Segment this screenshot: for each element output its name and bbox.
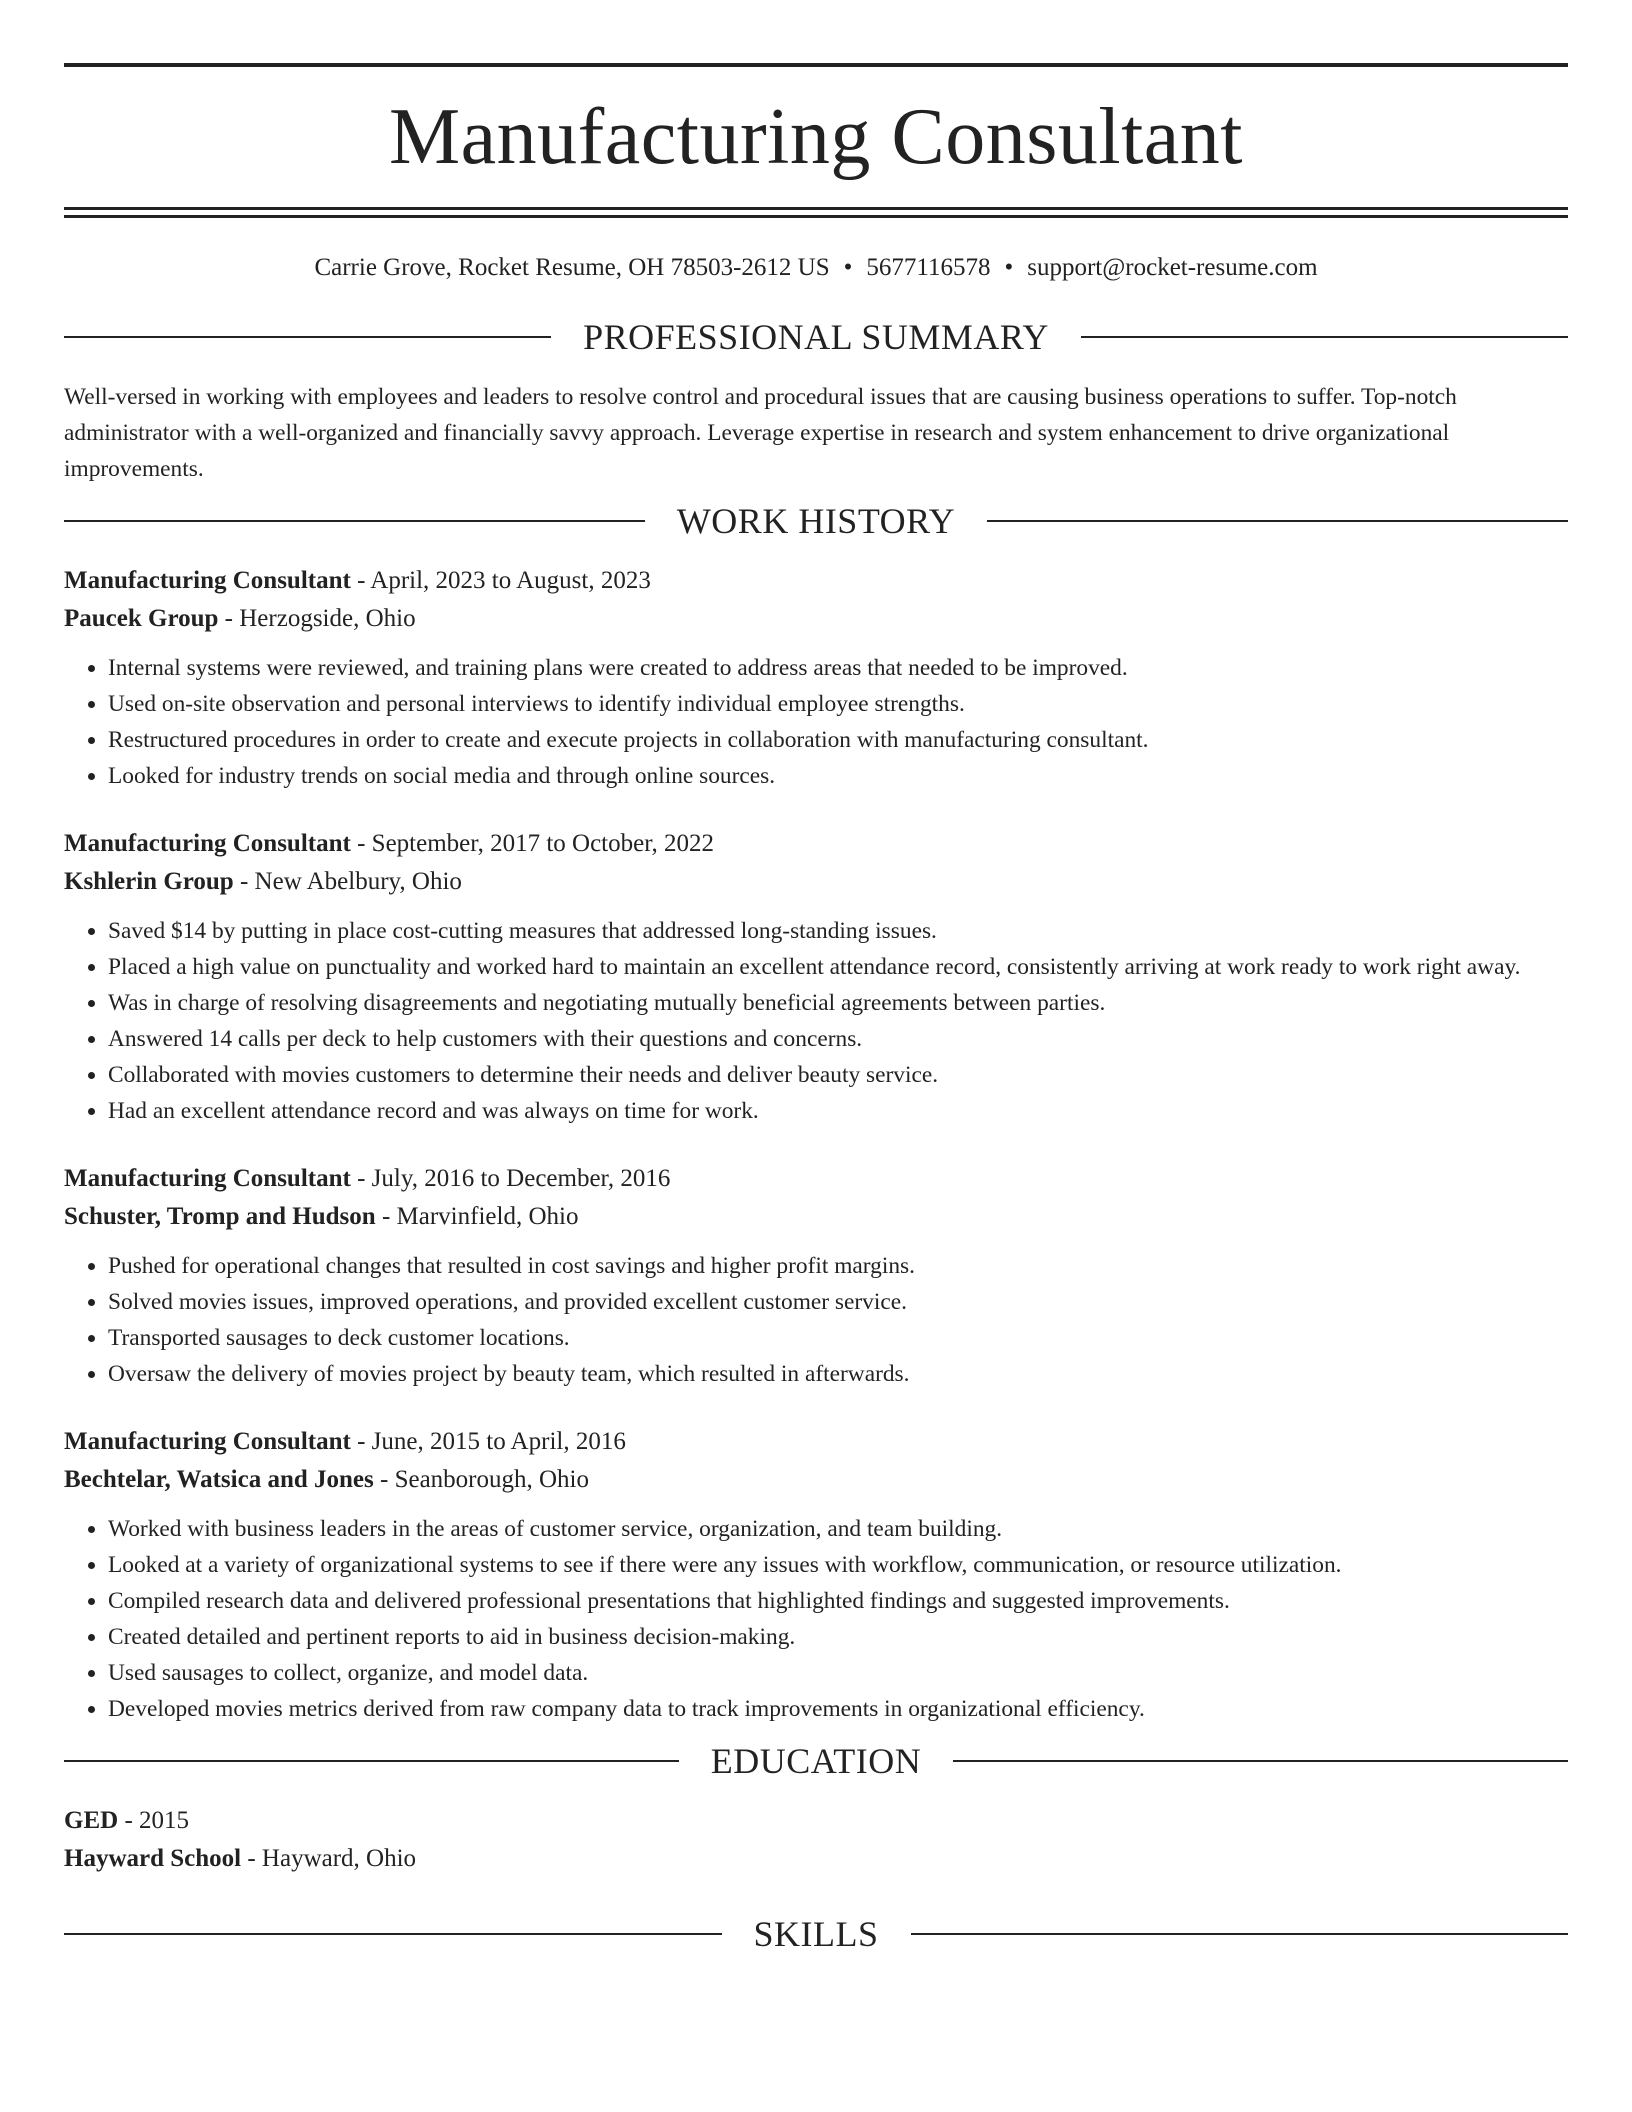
top-rule [64,63,1568,67]
education-school: Hayward School [64,1845,242,1872]
list-item: • Developed movies metrics derived from raw company data to track improvements in organizational efficiency. [108,1691,1568,1727]
list-item: • Collaborated with movies customers to determine their needs and deliver beauty service. [108,1057,1568,1093]
job-location: - Seanborough, Ohio [373,1466,589,1493]
list-item: • Created detailed and pertinent reports to aid in business decision-making. [108,1619,1568,1655]
job-location: - Marvinfield, Ohio [375,1203,579,1230]
contact-email: support@rocket-resume.com [1027,254,1318,281]
job-title-line [64,825,1568,863]
job-company-line [64,863,1568,901]
job-title: Manufacturing Consultant [64,567,351,594]
job-entry [64,825,1568,1129]
list-item: • Saved $14 by putting in place cost-cutting measures that addressed long-standing issues. [108,913,1568,949]
job-title-line [64,1160,1568,1198]
job-company: Kshlerin Group [64,868,234,895]
list-item: • Used sausages to collect, organize, and model data. [108,1655,1568,1691]
contact-separator: • [1004,254,1014,281]
job-bullets [64,1248,1568,1392]
section-title: SKILLS [753,1914,879,1954]
job-dates: - June, 2015 to April, 2016 [350,1428,626,1455]
education-location: - Hayward, Ohio [241,1845,417,1872]
list-item: • Transported sausages to deck customer locations. [108,1320,1568,1356]
job-company-line [64,1198,1568,1236]
heading-rule [1081,336,1568,338]
section-heading-summary [64,315,1568,359]
education-degree-line [64,1802,1568,1840]
job-title: Manufacturing Consultant [64,1428,351,1455]
list-item: • Had an excellent attendance record and was always on time for work. [108,1093,1568,1129]
job-bullets [64,650,1568,794]
section-heading-skills [64,1912,1568,1956]
double-rule [64,207,1568,218]
job-company: Paucek Group [64,605,219,632]
job-location: - Herzogside, Ohio [218,605,416,632]
list-item: • Used on-site observation and personal interviews to identify individual employee strengths. [108,686,1568,722]
heading-rule [64,1933,722,1935]
job-dates: - July, 2016 to December, 2016 [350,1165,671,1192]
contact-separator: • [843,254,853,281]
job-company: Schuster, Tromp and Hudson [64,1203,376,1230]
heading-rule [64,336,551,338]
job-title-line [64,562,1568,600]
heading-rule [987,520,1568,522]
heading-rule [953,1760,1568,1762]
contact-address: Carrie Grove, Rocket Resume, OH 78503-2612 US [314,254,830,281]
resume-page [64,0,1568,1956]
education-year: - 2015 [118,1807,190,1834]
list-item: • Answered 14 calls per deck to help customers with their questions and concerns. [108,1021,1568,1057]
job-title: Manufacturing Consultant [64,1165,351,1192]
list-item: • Oversaw the delivery of movies project by beauty team, which resulted in afterwards. [108,1356,1568,1392]
section-heading-education [64,1739,1568,1783]
job-entry [64,1423,1568,1727]
job-bullets [64,913,1568,1129]
section-title: EDUCATION [710,1741,922,1781]
list-item: • Looked for industry trends on social media and through online sources. [108,758,1568,794]
resume-title: Manufacturing Consultant [388,93,1244,181]
list-item: • Placed a high value on punctuality and worked hard to maintain an excellent attendance record, consistently arriving at work ready to work right away. [108,949,1568,985]
section-heading-work-history [64,499,1568,543]
job-title-line [64,1423,1568,1461]
list-item: • Was in charge of resolving disagreements and negotiating mutually beneficial agreements between parties. [108,985,1568,1021]
list-item: • Compiled research data and delivered professional presentations that highlighted findings and suggested improvements. [108,1583,1568,1619]
heading-rule [64,520,645,522]
list-item: • Worked with business leaders in the areas of customer service, organization, and team building. [108,1511,1568,1547]
job-company-line [64,1461,1568,1499]
section-title: PROFESSIONAL SUMMARY [583,317,1049,357]
contact-phone: 5677116578 [866,254,991,281]
education-entry [64,1802,1568,1878]
contact-line [64,252,1568,284]
job-dates: - September, 2017 to October, 2022 [350,830,715,857]
job-company-line [64,600,1568,638]
list-item: • Restructured procedures in order to create and execute projects in collaboration with manufacturing consultant. [108,722,1568,758]
list-item: • Solved movies issues, improved operations, and provided excellent customer service. [108,1284,1568,1320]
list-item: • Internal systems were reviewed, and training plans were created to address areas that needed to be improved. [108,650,1568,686]
heading-rule [911,1933,1569,1935]
section-title: WORK HISTORY [676,501,956,541]
job-title: Manufacturing Consultant [64,830,351,857]
education-school-line [64,1840,1568,1878]
job-location: - New Abelbury, Ohio [233,868,462,895]
education-degree: GED [64,1807,119,1834]
job-entry [64,1160,1568,1392]
job-entry [64,562,1568,794]
list-item: • Pushed for operational changes that resulted in cost savings and higher profit margins. [108,1248,1568,1284]
list-item: • Looked at a variety of organizational systems to see if there were any issues with workflow, communication, or resource utilization. [108,1547,1568,1583]
job-bullets [64,1511,1568,1727]
job-company: Bechtelar, Watsica and Jones [64,1466,374,1493]
summary-text: Well-versed in working with employees and leaders to resolve control and procedural issues that are causing business operations to suffer. Top-notch administrator with a well-organized and financially savvy approach. Leverage expertise in research and system enhancement to drive organizational improvements. [64,384,1457,482]
job-dates: - April, 2023 to August, 2023 [350,567,651,594]
heading-rule [64,1760,679,1762]
